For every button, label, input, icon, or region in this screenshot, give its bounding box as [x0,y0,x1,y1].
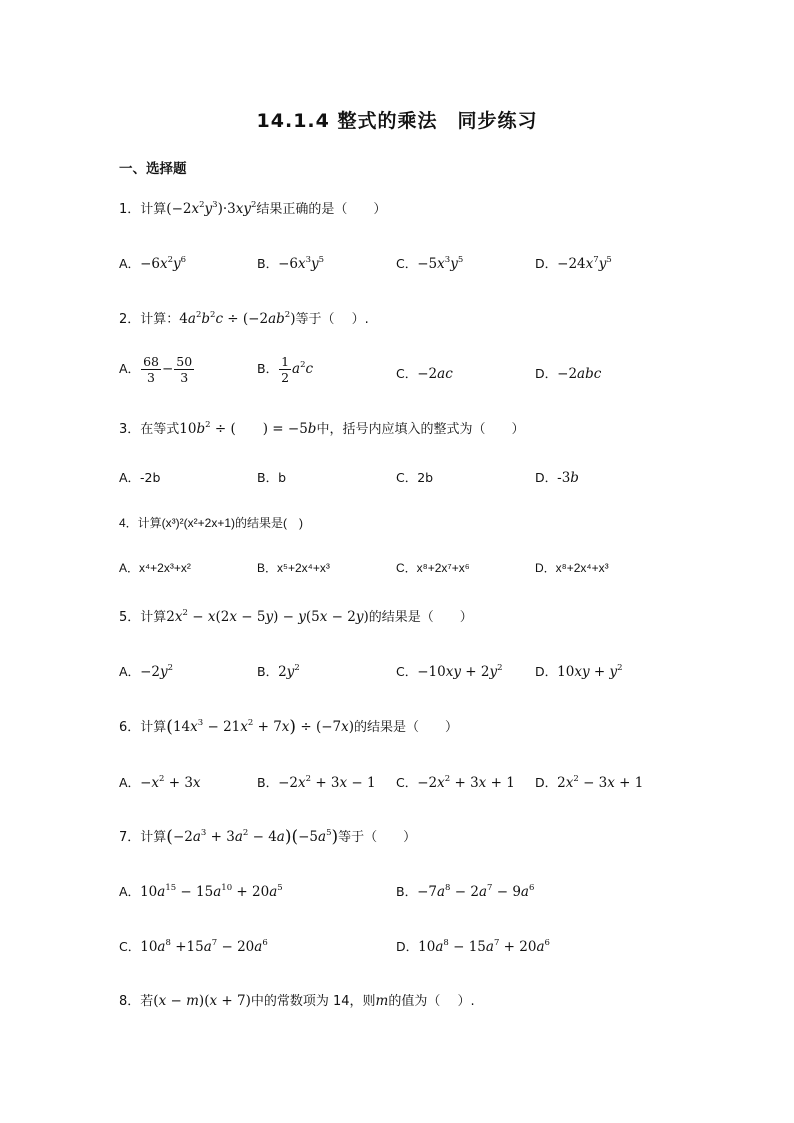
q5-option-a[interactable]: A．$-2y^2$ [119,663,174,680]
question-6: 6．计算$(14x^3 - 21x^2 + 7x) \div (-7x)$的结果是（ ） [119,717,459,737]
q5-expression: $2x^2 - x(2x - 5y) - y(5x - 2y)$ [166,608,369,625]
question-7: 7．计算$(-2a^3 + 3a^2 - 4a)(-5a^5)$等于（ ） [119,827,417,847]
q6-expression: $(14x^3 - 21x^2 + 7x) \div (-7x)$ [166,717,355,737]
question-2: 2．计算：$4a^2b^2c \div (-2ab^2)$等于（ ）. [119,310,369,327]
q4-option-b[interactable]: B．x⁵+2x⁴+x³ [257,561,330,575]
q6-option-d[interactable]: D．$2x^2 - 3x + 1$ [535,774,644,791]
q4-option-d[interactable]: D．x⁸+2x⁴+x³ [535,561,609,575]
question-8: 8．若(x − m)(x + 7)中的常数项为 14，则m的值为（ ）. [119,993,475,1009]
question-4: 4．计算(x³)²(x²+2x+1)的结果是( ) [119,516,304,530]
question-3: 3．在等式$10b^2$ ÷ ( ) = −5b中，括号内应填入的整式为（ ） [119,420,525,437]
question-5: 5．计算$2x^2 - x(2x - 5y) - y(5x - 2y)$的结果是（ ） [119,608,473,625]
q5-option-b[interactable]: B．$2y^2$ [257,663,300,680]
q6-option-a[interactable]: A．$-x^2 + 3x$ [119,774,201,791]
q7-option-c[interactable]: C．$10a^8 +15a^7 - 20a^6$ [119,938,268,955]
fraction: $\frac{50}{3}$ [176,354,193,385]
q1-option-d[interactable]: D．$-24x^7y^5$ [535,255,612,272]
q3-option-b[interactable]: B．b [257,470,287,485]
fraction: $\frac{68}{3}$ [143,354,159,385]
q1-expression: $(-2x^2y^3)\cdot 3xy^2$ [166,200,257,217]
q1-option-b[interactable]: B．$-6x^3y^5$ [257,255,325,272]
q3-option-d[interactable]: D．-3b [535,470,579,486]
q1-option-c[interactable]: C．$-5x^3y^5$ [396,255,464,272]
q1-option-a[interactable]: A．$-6x^2y^6$ [119,255,187,272]
q2-option-d[interactable]: D．−2abc [535,366,602,382]
q6-option-c[interactable]: C．$-2x^2 + 3x + 1$ [396,774,515,791]
q2-option-b[interactable]: B． $\frac{1}{2}$ $a^2c$ [257,354,314,385]
page-title: 14.1.4 整式的乘法 同步练习 [256,110,538,132]
q7-option-d[interactable]: D．$10a^8 - 15a^7 + 20a^6$ [396,938,550,955]
q2-option-a[interactable]: A． $\frac{68}{3}$ − $\frac{50}{3}$ [119,354,193,385]
q7-option-b[interactable]: B．$-7a^8 - 2a^7 - 9a^6$ [396,883,535,900]
q5-option-d[interactable]: D．$10xy + y^2$ [535,663,623,680]
q8-expression: (x − m)(x + 7) [153,993,251,1009]
q3-expression: $10b^2$ ÷ ( ) = −5b [179,420,317,437]
q3-option-a[interactable]: A．-2b [119,470,161,485]
q5-option-c[interactable]: C．$-10xy + 2y^2$ [396,663,503,680]
q4-option-c[interactable]: C．x⁸+2x⁷+x⁶ [396,561,470,575]
q7-expression: $(-2a^3 + 3a^2 - 4a)(-5a^5)$ [166,827,339,847]
fraction: $\frac{1}{2}$ [281,354,290,385]
q6-option-b[interactable]: B．$-2x^2 + 3x - 1$ [257,774,376,791]
q7-option-a[interactable]: A．$10a^{15} - 15a^{10} + 20a^5$ [119,883,283,900]
section-heading: 一、选择题 [119,161,187,177]
q2-option-c[interactable]: C．−2ac [396,366,453,382]
q2-expression: $4a^2b^2c \div (-2ab^2)$ [179,310,296,327]
q3-option-c[interactable]: C．2b [396,470,434,485]
q4-option-a[interactable]: A．x⁴+2x³+x² [119,561,191,575]
question-1: 1．计算$(-2x^2y^3)\cdot 3xy^2$结果正确的是（ ） [119,200,387,217]
